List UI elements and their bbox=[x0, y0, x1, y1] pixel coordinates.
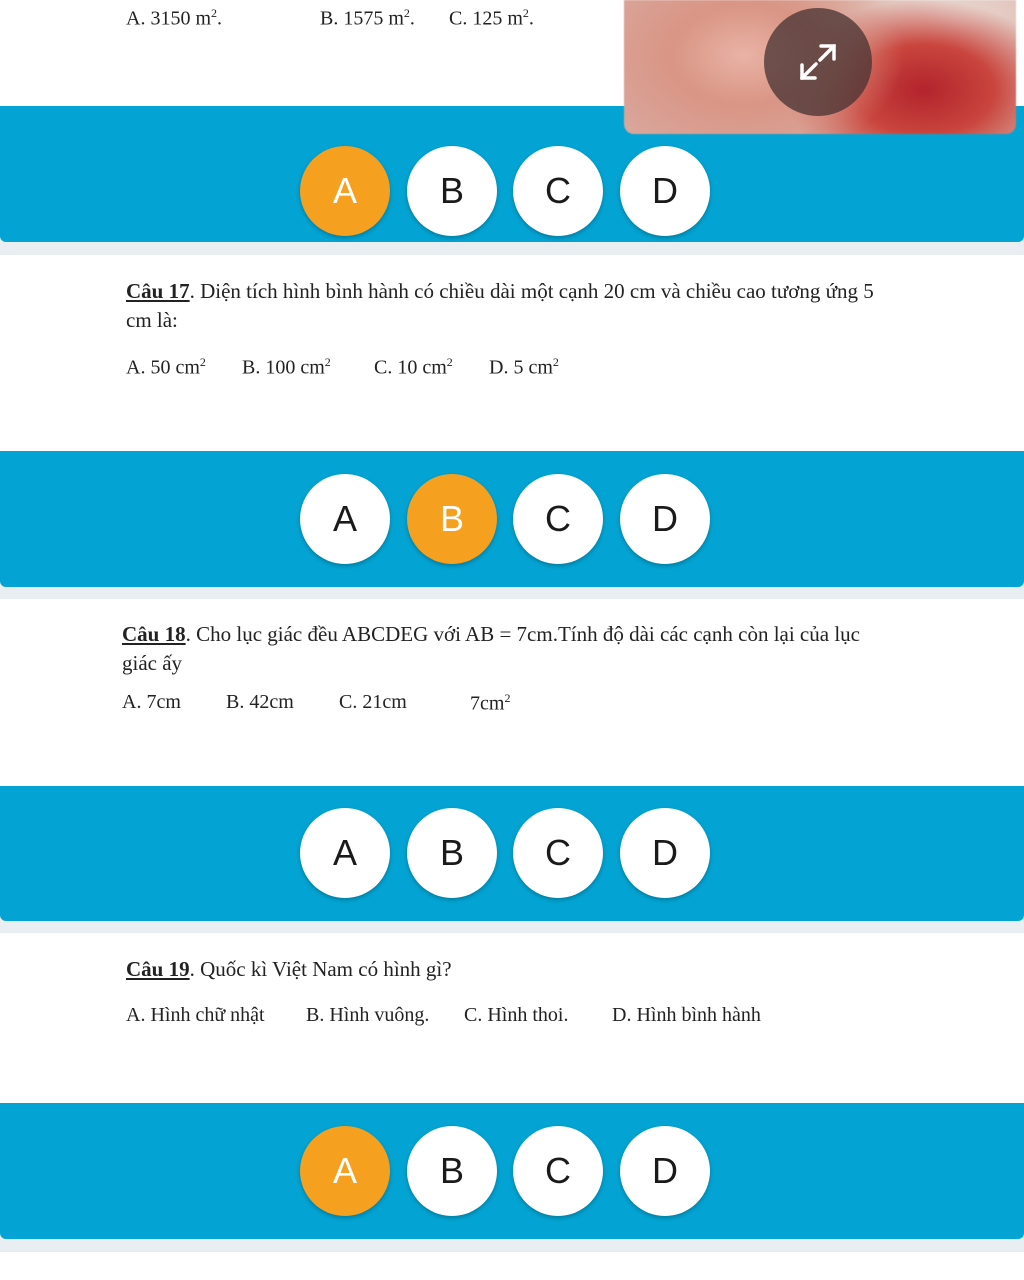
prev-option-c: C. 125 $m^2$. bbox=[449, 6, 534, 30]
answer-button-b[interactable]: B bbox=[407, 146, 497, 236]
q17-option-b: B. 100 $cm^2$ bbox=[242, 355, 331, 379]
answer-button-c[interactable]: C bbox=[513, 474, 603, 564]
answer-button-a[interactable]: A bbox=[300, 146, 390, 236]
question-text-17: Câu 17. Diện tích hình bình hành có chiều dài một cạnh 20 cm và chiều cao tương ứng 5 cm là: bbox=[126, 279, 874, 332]
expand-video-button[interactable] bbox=[764, 8, 872, 116]
q17-option-d: D. 5 $cm^2$ bbox=[489, 355, 559, 379]
prev-option-b: B. 1575 $m^2$. bbox=[320, 6, 415, 30]
answer-button-a[interactable]: A bbox=[300, 1126, 390, 1216]
expand-arrows-icon bbox=[790, 34, 846, 90]
answer-button-b[interactable]: B bbox=[407, 1126, 497, 1216]
answer-band-4 bbox=[0, 1103, 1024, 1239]
q19-option-c: C. Hình thoi. bbox=[464, 1004, 569, 1026]
question-text-19: Câu 19. Quốc kì Việt Nam có hình gì? bbox=[126, 957, 452, 981]
q19-option-a: A. Hình chữ nhật bbox=[126, 1004, 265, 1026]
question-label: Câu 17 bbox=[126, 279, 190, 303]
q19-option-d: D. Hình bình hành bbox=[612, 1004, 761, 1026]
answer-button-d[interactable]: D bbox=[620, 474, 710, 564]
next-question-card bbox=[0, 1252, 1024, 1280]
q18-option-b: B. 42cm bbox=[226, 691, 294, 713]
question-text-18: Câu 18. Cho lục giác đều ABCDEG với AB = 7cm.Tính độ dài các cạnh còn lại của lục giác ấy bbox=[122, 622, 860, 675]
answer-button-d[interactable]: D bbox=[620, 146, 710, 236]
answer-button-d[interactable]: D bbox=[620, 1126, 710, 1216]
answer-button-c[interactable]: C bbox=[513, 1126, 603, 1216]
q18-option-a: A. 7cm bbox=[122, 691, 181, 713]
answer-button-a[interactable]: A bbox=[300, 808, 390, 898]
answer-button-c[interactable]: C bbox=[513, 146, 603, 236]
answer-button-d[interactable]: D bbox=[620, 808, 710, 898]
prev-option-a: A. 3150 $m^2$. bbox=[126, 6, 223, 30]
question-label: Câu 19 bbox=[126, 957, 190, 981]
q17-option-c: C. 10 $cm^2$ bbox=[374, 355, 453, 379]
answer-button-b[interactable]: B bbox=[407, 808, 497, 898]
question-label: Câu 18 bbox=[122, 622, 186, 646]
answer-button-b[interactable]: B bbox=[407, 474, 497, 564]
q19-option-b: B. Hình vuông. bbox=[306, 1004, 430, 1026]
q17-option-a: A. 50 $cm^2$ bbox=[126, 355, 206, 379]
q18-option-c: C. 21cm bbox=[339, 691, 407, 713]
answer-band-3 bbox=[0, 786, 1024, 921]
answer-band-2 bbox=[0, 451, 1024, 587]
q18-option-d: $7cm^2$ bbox=[470, 691, 511, 715]
answer-button-c[interactable]: C bbox=[513, 808, 603, 898]
answer-button-a[interactable]: A bbox=[300, 474, 390, 564]
